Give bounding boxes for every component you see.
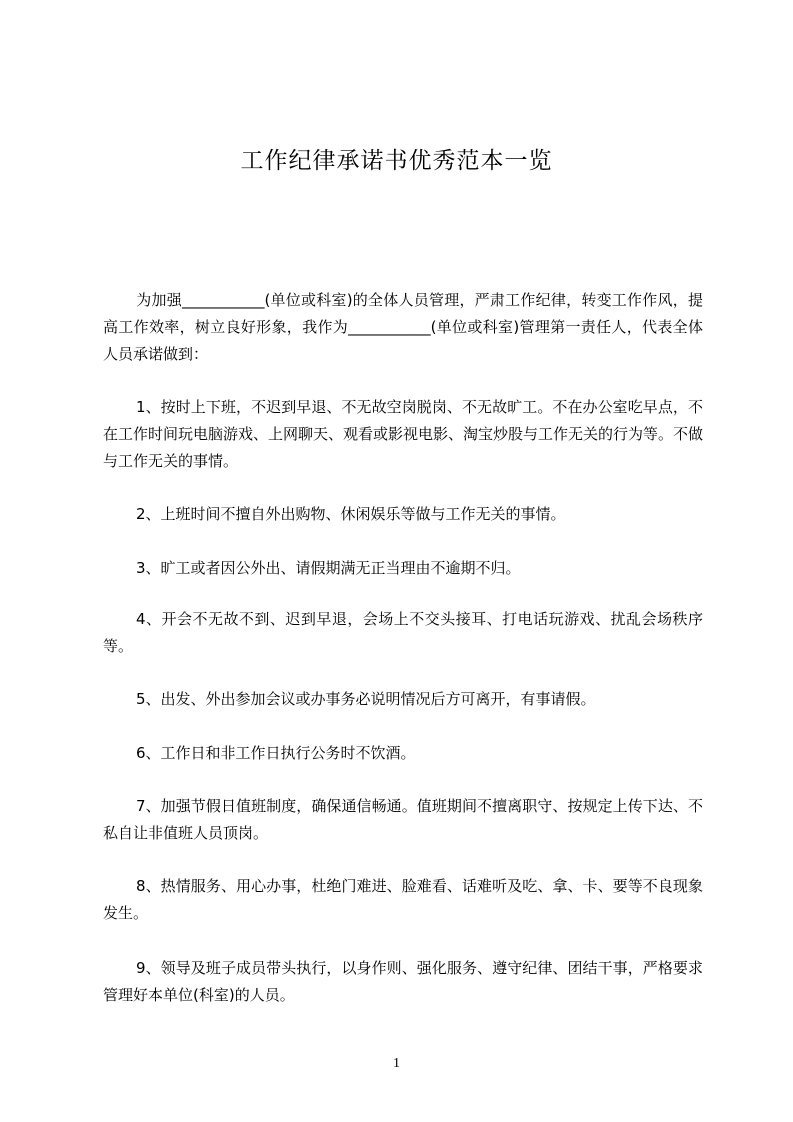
list-item [103, 686, 703, 713]
list-item [103, 394, 703, 475]
list-item-text: 9、领导及班子成员带头执行，以身作则、强化服务、遵守纪律、团结干事，严格要求管理好本单位(科室)的人员。 [103, 959, 703, 1004]
list-item-text: 1、按时上下班，不迟到早退、不无故空岗脱岗、不无故旷工。不在办公室吃早点，不在工作时间玩电脑游戏、上网聊天、观看或影视电影、淘宝炒股与工作无关的行为等。不做与工作无关的事情。 [103, 398, 704, 470]
list-item-text: 8、热情服务、用心办事，杜绝门难进、脸难看、话难听及吃、拿、卡、要等不良现象发生。 [103, 877, 703, 922]
list-item [103, 793, 703, 847]
list-item-text: 7、加强节假日值班制度，确保通信畅通。值班期间不擅离职守、按规定上传下达、不私自让非值班人员顶岗。 [103, 797, 703, 842]
list-item [103, 955, 703, 1009]
list-item-text: 2、上班时间不擅自外出购物、休闲娱乐等做与工作无关的事情。 [136, 505, 566, 523]
list-item-text: 4、开会不无故不到、迟到早退，会场上不交头接耳、打电话玩游戏、扰乱会场秩序等。 [103, 610, 703, 655]
list-item-text: 6、工作日和非工作日执行公务时不饮酒。 [136, 744, 416, 762]
list-item [103, 740, 703, 767]
list-item [103, 606, 703, 660]
list-item [103, 555, 703, 582]
page-number: 1 [393, 1056, 400, 1071]
list-item-text: 3、旷工或者因公外出、请假期满无正当理由不逾期不归。 [136, 559, 521, 577]
list-item [103, 873, 703, 927]
intro-paragraph [103, 287, 703, 368]
list-item-text: 5、出发、外出参加会议或办事务必说明情况后方可离开，有事请假。 [136, 690, 596, 708]
page-title: 工作纪律承诺书优秀范本一览 [240, 148, 553, 174]
intro-text: 为加强___________(单位或科室)的全体人员管理，严肃工作纪律，转变工作作风，提高工作效率，树立良好形象，我作为___________(单位或科室)管理第一责任人，代表全体人员承诺做到： [103, 291, 703, 363]
list-item [103, 501, 703, 528]
